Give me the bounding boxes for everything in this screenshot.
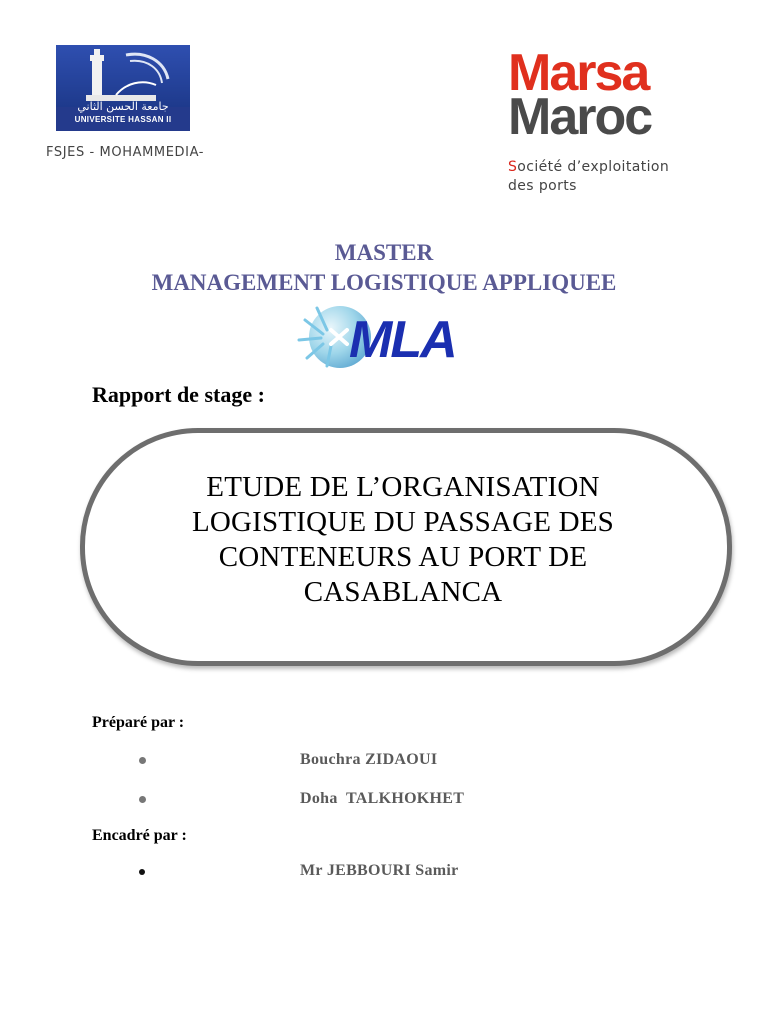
mla-logo [287,300,482,375]
author-name-2: Doha TALKHOKHET [300,790,465,807]
university-arabic-name: جامعة الحسن الثاني [77,100,169,113]
author-name-1: Bouchra ZIDAOUI [300,751,438,768]
bullet-icon [139,757,146,764]
university-hassan-ii-logo [56,45,190,131]
faculty-name: FSJES - MOHAMMEDIA- [46,145,205,160]
bullet-icon [139,869,145,875]
marsa-maroc-logo [508,44,690,146]
prepared-by-label: Préparé par : [92,714,185,731]
tagline-rest: ociété d’exploitation [517,159,670,175]
supervised-by-label: Encadré par : [92,827,187,844]
bullet-icon [139,796,146,803]
report-title-line-2: LOGISTIQUE DU PASSAGE DES [191,506,615,538]
supervisor-name: Mr JEBBOURI Samir [300,862,459,879]
report-title-line-1: ETUDE DE L’ORGANISATION [206,471,600,503]
report-title-line-3: CONTENEURS AU PORT DE [218,541,588,573]
tagline-first-letter: S [508,159,518,175]
report-label: Rapport de stage : [92,382,265,407]
report-title-line-4: CASABLANCA [303,576,503,608]
logo-word-maroc: Maroc [508,88,652,146]
tagline-line-2: des ports [508,178,577,194]
mosque-tower-icon [56,45,190,107]
tagline-line-1 [508,158,669,177]
company-tagline [508,158,669,196]
mla-logo-text: MLA [349,311,456,369]
logo-word-marsa: Marsa [508,44,649,102]
master-title: MASTER [334,240,434,265]
master-subtitle: MANAGEMENT LOGISTIQUE APPLIQUEE [151,270,617,295]
report-title [90,470,716,610]
university-latin-name: UNIVERSITE HASSAN II [74,115,172,124]
